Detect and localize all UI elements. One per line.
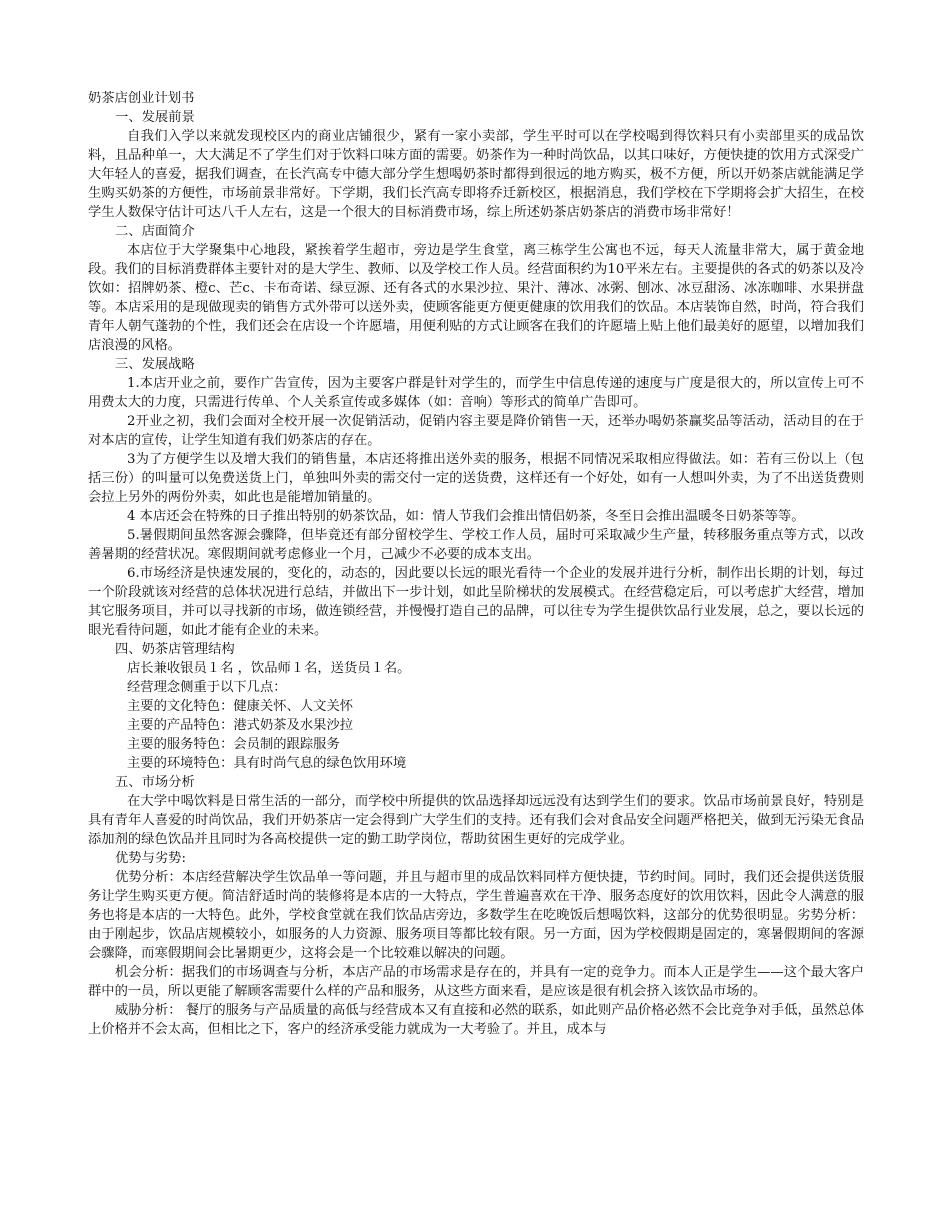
paragraph: 机会分析：据我们的市场调查与分析，本店产品的市场需求是存在的，并具有一定的竞争力。而本人正是学生——这个最大客户群中的一员，所以更能了解顾客需要什么样的产品和服务，从这些方面来看，是应该是很有机会挤入该饮品市场的。	[88, 965, 864, 999]
paragraph: 4 本店还会在特殊的日子推出特别的奶茶饮品，如：情人节我们会推出情侣奶茶，冬至日会推出温暖冬日奶茶等等。	[127, 509, 805, 524]
paragraph: 1.本店开业之前，要作广告宣传，因为主要客户群是针对学生的，而学生中信息传递的速度与广度是很大的，所以宣传上可不用费太大的力度，只需进行传单、个人关系宣传或多媒体（如：音响）等形式的简单广告即可。	[88, 376, 864, 410]
section-heading-strategy: 三、发展战略	[115, 357, 195, 372]
paragraph: 优势分析：本店经营解决学生饮品单一等问题，并且与超市里的成品饮料同样方便快捷，节约时间。同时，我们还会提供送货服务让学生购买更方便。简洁舒适时尚的装修将是本店的一大特点，学生普遍喜欢在干净、服务态度好的饮用饮料，因此令人满意的服务也将是本店的一大特色。此外，学校食堂就在我们饮品店旁边，多数学生在吃晚饭后想喝饮料，这部分的优势很明显。劣势分析：由于刚起步，饮品店规模较小，如服务的人力资源、服务项目等都比较有限。另一方面，因为学校假期是固定的，寒暑假期间的客源会骤降，而寒假期间会比暑期更少，这将会是一个比较难以解决的问题。	[88, 870, 864, 961]
list-line: 主要的环境特色：具有时尚气息的绿色饮用环境	[127, 756, 407, 771]
list-line: 主要的服务特色：会员制的跟踪服务	[127, 737, 340, 752]
paragraph: 5.暑假期间虽然客源会骤降，但毕竟还有部分留校学生、学校工作人员，届时可采取减少生产量，转移服务重点等方式，以改善暑期的经营状况。寒假期间就考虑修业一个月，己减少不必要的成本支出。	[88, 528, 864, 562]
list-line: 经营理念侧重于以下几点：	[127, 680, 287, 695]
section-heading-management: 四、奶茶店管理结构	[115, 642, 235, 657]
paragraph: 自我们入学以来就发现校区内的商业店铺很少，紧有一家小卖部，学生平时可以在学校喝到得饮料只有小卖部里买的成品饮料，且品种单一，大大满足不了学生们对于饮料口味方面的需要。奶茶作为一种时尚饮品，以其口味好，方便快捷的饮用方式深受广大年轻人的喜爱，据我们调查，在长汽高专中德大部分学生想喝奶茶时都得到很远的地方购买，极不方便，所以开奶茶店就能满足学生购买奶茶的方便性，市场前景非常好。下学期，我们长汽高专即将乔迁新校区，根据消息，我们学校在下学期将会扩大招生，在校学生人数保守估计可达八千人左右，这是一个很大的目标消费市场，综上所述奶茶店奶茶店的消费市场非常好！	[88, 129, 864, 220]
paragraph: 威胁分析： 餐厅的服务与产品质量的高低与经营成本又有直接和必然的联系，如此则产品价格必然不会比竞争对手低，虽然总体上价格并不会太高，但相比之下，客户的经济承受能力就成为一大考验了。并且，成本与	[88, 1003, 864, 1037]
paragraph: 3为了方便学生以及增大我们的销售量，本店还将推出送外卖的服务，根据不同情况采取相应得做法。如：若有三份以上（包括三份）的叫量可以免费送货上门，单独叫外卖的需交付一定的送货费，这样还有一个好处，如有一人想叫外卖，为了不出送货费则会拉上另外的两份外卖，如此也是能增加销量的。	[88, 452, 864, 505]
paragraph: 6.市场经济是快速发展的，变化的，动态的，因此要以长远的眼光看待一个企业的发展并进行分析，制作出长期的计划，每过一个阶段就该对经营的总体状况进行总结，并做出下一步计划，如此呈阶梯状的发展模式。在经营稳定后，可以考虑扩大经营，增加其它服务项目，并可以寻找新的市场，做连锁经营，并慢慢打造自己的品牌，可以往专为学生提供饮品行业发展，总之，要以长远的眼光看待问题，如此才能有企业的未来。	[88, 566, 864, 638]
section-heading-store-intro: 二、店面简介	[115, 224, 195, 239]
paragraph: 在大学中喝饮料是日常生活的一部分，而学校中所提供的饮品选择却远远没有达到学生们的要求。饮品市场前景良好，特别是具有青年人喜爱的时尚饮品，我们开奶茶店一定会得到广大学生们的支持。还有我们会对食品安全问题严格把关，做到无污染无食品添加剂的绿色饮品并且同时为各高校提供一定的勤工助学岗位，帮助贫困生更好的完成学业。	[88, 794, 864, 847]
subheading-strengths-weaknesses: 优势与劣势:	[115, 851, 186, 866]
section-heading-prospects: 一、发展前景	[115, 110, 195, 125]
paragraph: 2开业之初，我们会面对全校开展一次促销活动，促销内容主要是降价销售一天，还举办喝奶茶赢奖品等活动，活动目的在于对本店的宣传，让学生知道有我们奶茶店的存在。	[88, 414, 864, 448]
section-heading-market-analysis: 五、市场分析	[115, 775, 195, 790]
list-line: 主要的文化特色：健康关怀、人文关怀	[127, 699, 354, 714]
list-line: 主要的产品特色：港式奶茶及水果沙拉	[127, 718, 354, 733]
document-title: 奶茶店创业计划书	[88, 91, 195, 106]
document-page	[88, 89, 864, 1039]
paragraph: 本店位于大学聚集中心地段，紧挨着学生超市，旁边是学生食堂，离三栋学生公寓也不远，每天人流量非常大，属于黄金地段。我们的目标消费群体主要针对的是大学生、教师、以及学校工作人员。经营面积约为10平米左右。主要提供的各式的奶茶以及冷饮如：招牌奶茶、橙c、芒c、卡布奇诺、绿豆源、还有各式的水果沙拉、果汁、薄冰、冰粥、刨冰、冰豆甜汤、冰冻咖啡、水果拼盘等。本店采用的是现做现卖的销售方式外带可以送外卖，使顾客能更方便更健康的饮用我们的饮品。本店装饰自然，时尚，符合我们青年人朝气蓬勃的个性，我们还会在店设一个许愿墙，用便利贴的方式让顾客在我们的许愿墙上贴上他们最美好的愿望，以增加我们店浪漫的风格。	[88, 243, 864, 353]
list-line: 店长兼收银员１名 ，饮品师１名，送货员１名。	[127, 661, 411, 676]
